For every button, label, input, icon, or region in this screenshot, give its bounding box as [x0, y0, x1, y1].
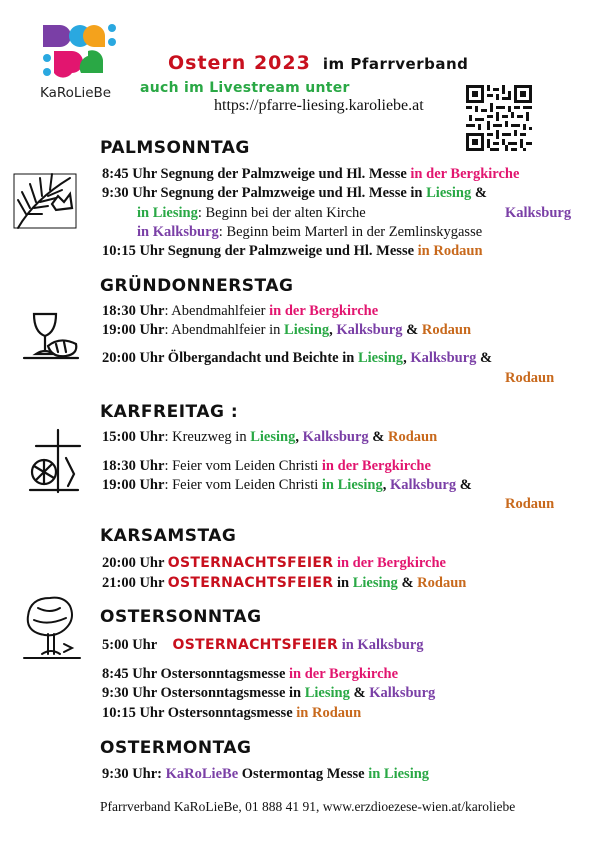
cross-crown-of-thorns-icon: [26, 428, 82, 494]
logo-mark: [40, 22, 130, 78]
location-kalksburg: in Kalksburg: [137, 224, 219, 240]
detail-text: : Feier vom Leiden Christi: [164, 458, 322, 474]
location-kalksburg: Kalksburg: [410, 350, 477, 366]
location-bergkirche: in der Bergkirche: [410, 166, 520, 182]
palmsonntag-line-3: [137, 205, 366, 222]
location-kalksburg: Kalksburg: [390, 477, 457, 493]
logo-text: KaRoLieBe: [40, 85, 112, 101]
location-rodaun: Rodaun: [505, 496, 555, 512]
location-kalksburg: Kalksburg: [302, 429, 369, 445]
location-rodaun: Rodaun: [388, 429, 438, 445]
livestream-url[interactable]: https://pfarre-liesing.karoliebe.at: [214, 97, 424, 114]
palmsonntag-line-4: [137, 224, 482, 241]
time-text: 5:00 Uhr: [102, 637, 161, 653]
location-bergkirche: in der Bergkirche: [269, 303, 379, 319]
detail-text: : Beginn beim Marterl in der Zemlinskygasse: [218, 224, 483, 240]
time-text: 9:30 Uhr Segnung der Palmzweige und Hl. Messe in: [102, 185, 427, 201]
osternachtsfeier-label: OSTERNACHTSFEIER: [167, 555, 334, 571]
location-liesing: Liesing: [357, 350, 404, 366]
karsamstag-line-2: 21:00 Uhr OSTERNACHTSFEIER in Liesing & Rodaun: [102, 575, 467, 591]
location-liesing: in Liesing: [368, 766, 430, 782]
ampersand: &: [476, 350, 493, 366]
detail-text: : Feier vom Leiden Christi: [164, 477, 322, 493]
ostersonntag-line-1: [102, 637, 424, 654]
title-pfarrverband: im Pfarrverband: [322, 55, 469, 73]
heading-gruendonnerstag: GRÜNDONNERSTAG: [100, 276, 294, 296]
location-liesing: Liesing: [426, 185, 472, 201]
gruendonnerstag-line-3: 20:00 Uhr Ölbergandacht und Beichte in Liesing, Kalksburg &: [102, 350, 493, 366]
palm-branch-icon: [12, 170, 78, 232]
karsamstag-line-1: [102, 555, 446, 572]
heading-ostersonntag: OSTERSONNTAG: [100, 607, 262, 627]
karfreitag-line-3: 19:00 Uhr: Feier vom Leiden Christi in Liesing, Kalksburg &: [102, 477, 472, 493]
ostersonntag-line-2: [102, 666, 398, 683]
ostermontag-line-1: [102, 766, 429, 783]
time-text: 15:00 Uhr: [102, 429, 165, 445]
time-text: 20:00 Uhr: [102, 555, 168, 571]
detail-text: in: [333, 575, 353, 591]
heading-karfreitag: KARFREITAG :: [100, 402, 239, 422]
ampersand: &: [471, 185, 487, 201]
time-text: 21:00 Uhr: [102, 575, 168, 591]
palmsonntag-line-2: [102, 185, 487, 202]
time-text: 9:30 Uhr:: [102, 766, 166, 782]
time-text: 10:15 Uhr Ostersonntagsmesse: [102, 705, 297, 721]
palmsonntag-line-5: [102, 243, 483, 260]
heading-palmsonntag: PALMSONNTAG: [100, 138, 250, 158]
ostersonntag-line-4: [102, 705, 361, 722]
easter-tree-icon: [20, 594, 84, 664]
location-liesing: in Liesing: [137, 205, 198, 221]
location-liesing: Liesing: [304, 685, 350, 701]
location-kalksburg: Kalksburg: [336, 322, 403, 338]
detail-text: Ostermontag Messe: [238, 766, 369, 782]
location-rodaun: in Rodaun: [417, 243, 483, 259]
location-kalksburg: in Kalksburg: [341, 637, 424, 653]
time-text: 10:15 Uhr Segnung der Palmzweige und Hl. Messe: [102, 243, 418, 259]
karfreitag-line-2: [102, 458, 431, 475]
chalice-bread-icon: [20, 310, 80, 366]
location-bergkirche: in der Bergkirche: [289, 666, 399, 682]
karfreitag-line-1: 15:00 Uhr: Kreuzweg in Liesing, Kalksburg & Rodaun: [102, 429, 438, 445]
location-rodaun: Rodaun: [417, 575, 467, 591]
location-liesing: in Liesing: [321, 477, 383, 493]
time-text: 19:00 Uhr: [102, 322, 165, 338]
logo: [40, 22, 130, 100]
title-ostern: Ostern 2023: [168, 52, 311, 74]
location-rodaun: Rodaun: [421, 322, 472, 338]
time-text: 8:45 Uhr Segnung der Palmzweige und Hl. Messe: [102, 166, 411, 182]
ostersonntag-line-3: 9:30 Uhr Ostersonntagsmesse in Liesing & Kalksburg: [102, 685, 436, 701]
location-liesing: Liesing: [352, 575, 398, 591]
time-text: 18:30 Uhr: [102, 458, 165, 474]
time-text: 19:00 Uhr: [102, 477, 165, 493]
detail-text: : Abendmahlfeier: [164, 303, 270, 319]
osternachtsfeier-label: OSTERNACHTSFEIER: [172, 637, 339, 653]
time-text: 8:45 Uhr Ostersonntagsmesse: [102, 666, 290, 682]
heading-karsamstag: KARSAMSTAG: [100, 526, 237, 546]
gruendonnerstag-line-1: [102, 303, 378, 320]
ampersand: &: [456, 477, 472, 493]
location-bergkirche: in der Bergkirche: [336, 555, 446, 571]
location-liesing: Liesing: [250, 429, 296, 445]
location-rodaun: Rodaun: [505, 370, 555, 386]
time-text: 20:00 Uhr Ölbergandacht und Beichte in: [102, 350, 358, 366]
detail-text: : Kreuzweg in: [164, 429, 251, 445]
palmsonntag-line-1: [102, 166, 519, 183]
qr-code: [466, 85, 532, 151]
location-kalksburg: Kalksburg: [505, 205, 572, 221]
time-text: 9:30 Uhr Ostersonntagsmesse in: [102, 685, 305, 701]
heading-ostermontag: OSTERMONTAG: [100, 738, 252, 758]
brand-karoliebe: KaRoLieBe: [165, 766, 239, 782]
location-rodaun: in Rodaun: [296, 705, 362, 721]
detail-text: : Beginn bei der alten Kirche: [197, 205, 366, 221]
detail-text: : Abendmahlfeier in: [164, 322, 285, 338]
page-title: [168, 52, 468, 74]
osternachtsfeier-label: OSTERNACHTSFEIER: [167, 575, 334, 591]
location-bergkirche: in der Bergkirche: [321, 458, 431, 474]
livestream-label: auch im Livestream unter: [140, 80, 350, 96]
time-text: 18:30 Uhr: [102, 303, 165, 319]
gruendonnerstag-line-2: 19:00 Uhr: Abendmahlfeier in Liesing, Kalksburg & Rodaun: [102, 322, 472, 338]
location-kalksburg: Kalksburg: [369, 685, 436, 701]
location-liesing: Liesing: [284, 322, 330, 338]
footer-contact: Pfarrverband KaRoLieBe, 01 888 41 91, www.erzdioezese-wien.at/karoliebe: [100, 799, 516, 814]
